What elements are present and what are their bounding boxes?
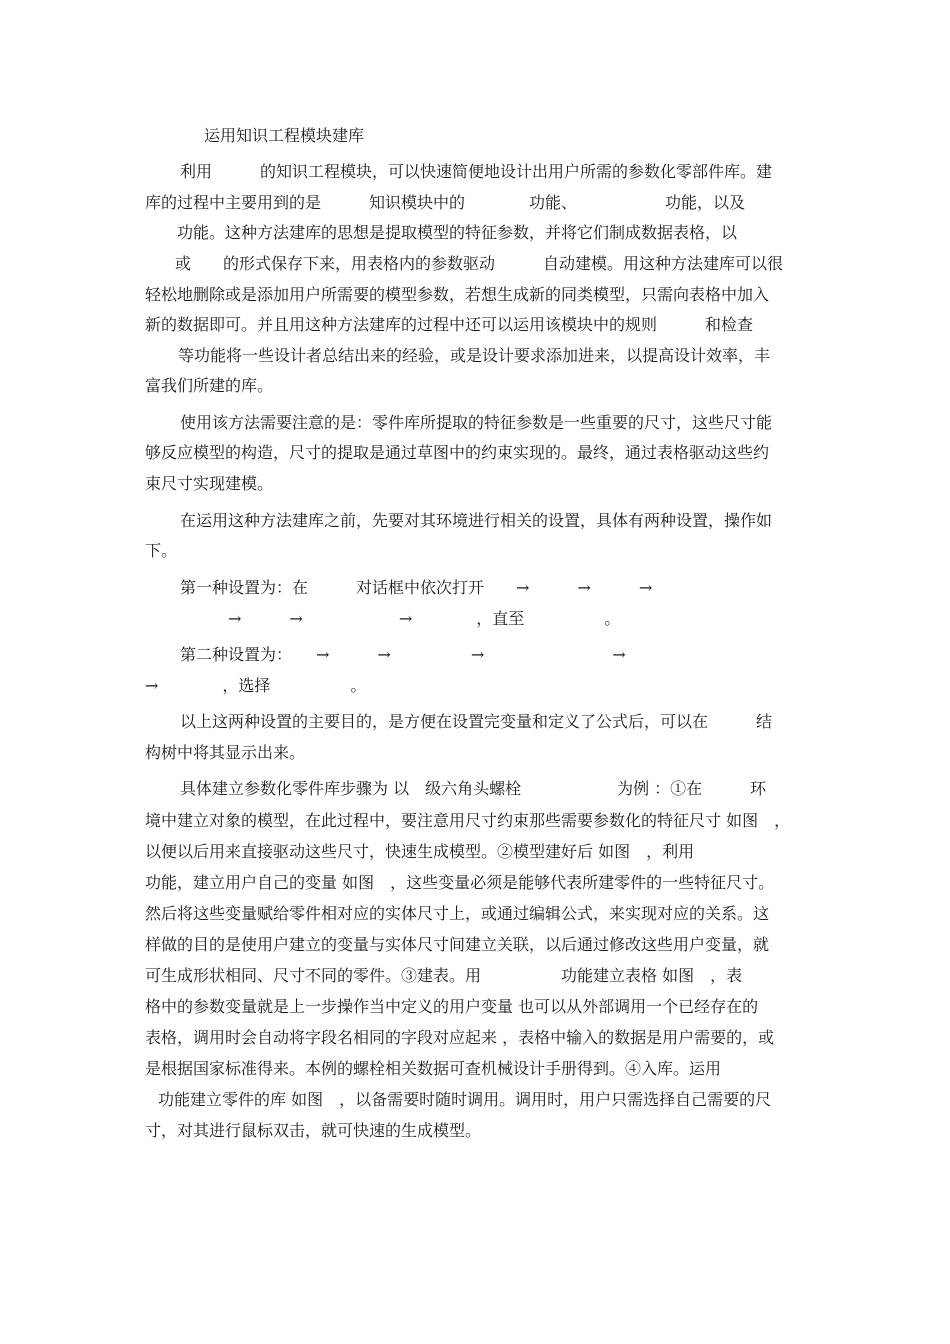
paragraph-line: 格中的参数变量就是上一步操作当中定义的用户变量 也可以从外部调用一个已经存在的 xyxy=(145,997,759,1016)
paragraph-line: 利用 的知识工程模块，可以快速简便地设计出用户所需的参数化零部件库。建 xyxy=(180,162,773,181)
paragraph-line: 等功能将一些设计者总结出来的经验，或是设计要求添加进来，以提高设计效率，丰 xyxy=(178,346,771,365)
paragraph-line: 功能，建立用户自己的变量 如图 ，这些变量必须是能够代表所建零件的一些特征尺寸。 xyxy=(145,873,775,892)
paragraph-line: 境中建立对象的模型，在此过程中，要注意用尺寸约束那些需要参数化的特征尺寸 如图 ， xyxy=(145,811,791,830)
paragraph-line: 功能。这种方法建库的思想是提取模型的特征参数，并将它们制成数据表格，以 xyxy=(145,223,738,242)
paragraph-line: 具体建立参数化零件库步骤为 以 级六角头螺栓 为例 ：①在 环 xyxy=(180,779,767,798)
paragraph-line: 构树中将其显示出来。 xyxy=(145,743,306,762)
paragraph-line: 可生成形状相同、尺寸不同的零件。③建表。用 功能建立表格 如图 ，表 xyxy=(145,966,743,985)
paragraph-line: 表格，调用时会自动将字段名相同的字段对应起来 ，表格中输入的数据是用户需要的，或 xyxy=(145,1028,775,1047)
document-title: 运用知识工程模块建库 xyxy=(204,126,365,145)
paragraph-line: 新的数据即可。并且用这种方法建库的过程中还可以运用该模块中的规则 和检查 xyxy=(145,315,754,334)
paragraph-line: 功能建立零件的库 如图 ，以备需要时随时调用。调用时，用户只需选择自己需要的尺 xyxy=(158,1090,772,1109)
paragraph-line: 库的过程中主要用到的是 知识模块中的 功能、 功能，以及 xyxy=(145,193,746,212)
paragraph-line: 第二种设置为： → → → → xyxy=(180,645,626,664)
paragraph-line: 样做的目的是使用户建立的变量与实体尺寸间建立关联，以后通过修改这些用户变量，就 xyxy=(145,935,770,954)
paragraph-line: 或 的形式保存下来，用表格内的参数驱动 自动建模。用这种方法建库可以很 xyxy=(175,254,784,273)
paragraph-line: 以便以后用来直接驱动这些尺寸，快速生成模型。②模型建好后 如图 ，利用 xyxy=(145,842,695,861)
paragraph-line: 是根据国家标准得来。本例的螺栓相关数据可查机械设计手册得到。④入库。运用 xyxy=(145,1059,722,1078)
paragraph-line: 寸，对其进行鼠标双击，就可快速的生成模型。 xyxy=(145,1121,482,1140)
paragraph-line: 富我们所建的库。 xyxy=(145,376,274,395)
paragraph-line: 第一种设置为：在 对话框中依次打开 → → → xyxy=(180,578,653,597)
paragraph-line: 以上这两种设置的主要目的，是方便在设置完变量和定义了公式后，可以在 结 xyxy=(180,712,773,731)
paragraph-line: 然后将这些变量赋给零件相对应的实体尺寸上，或通过编辑公式，来实现对应的关系。这 xyxy=(145,904,770,923)
paragraph-line: 轻松地删除或是添加用户所需要的模型参数，若想生成新的同类模型，只需向表格中加入 xyxy=(145,285,770,304)
paragraph-line: 下。 xyxy=(145,541,178,560)
paragraph-line: 使用该方法需要注意的是：零件库所提取的特征参数是一些重要的尺寸，这些尺寸能 xyxy=(180,413,773,432)
paragraph-line: → → → ，直至 。 xyxy=(180,609,621,628)
paragraph-line: → ，选择 。 xyxy=(145,676,367,695)
paragraph-line: 够反应模型的构造，尺寸的提取是通过草图中的约束实现的。最终，通过表格驱动这些约 xyxy=(145,443,770,462)
paragraph-line: 束尺寸实现建模。 xyxy=(145,474,274,493)
paragraph-line: 在运用这种方法建库之前，先要对其环境进行相关的设置，具体有两种设置，操作如 xyxy=(180,511,773,530)
